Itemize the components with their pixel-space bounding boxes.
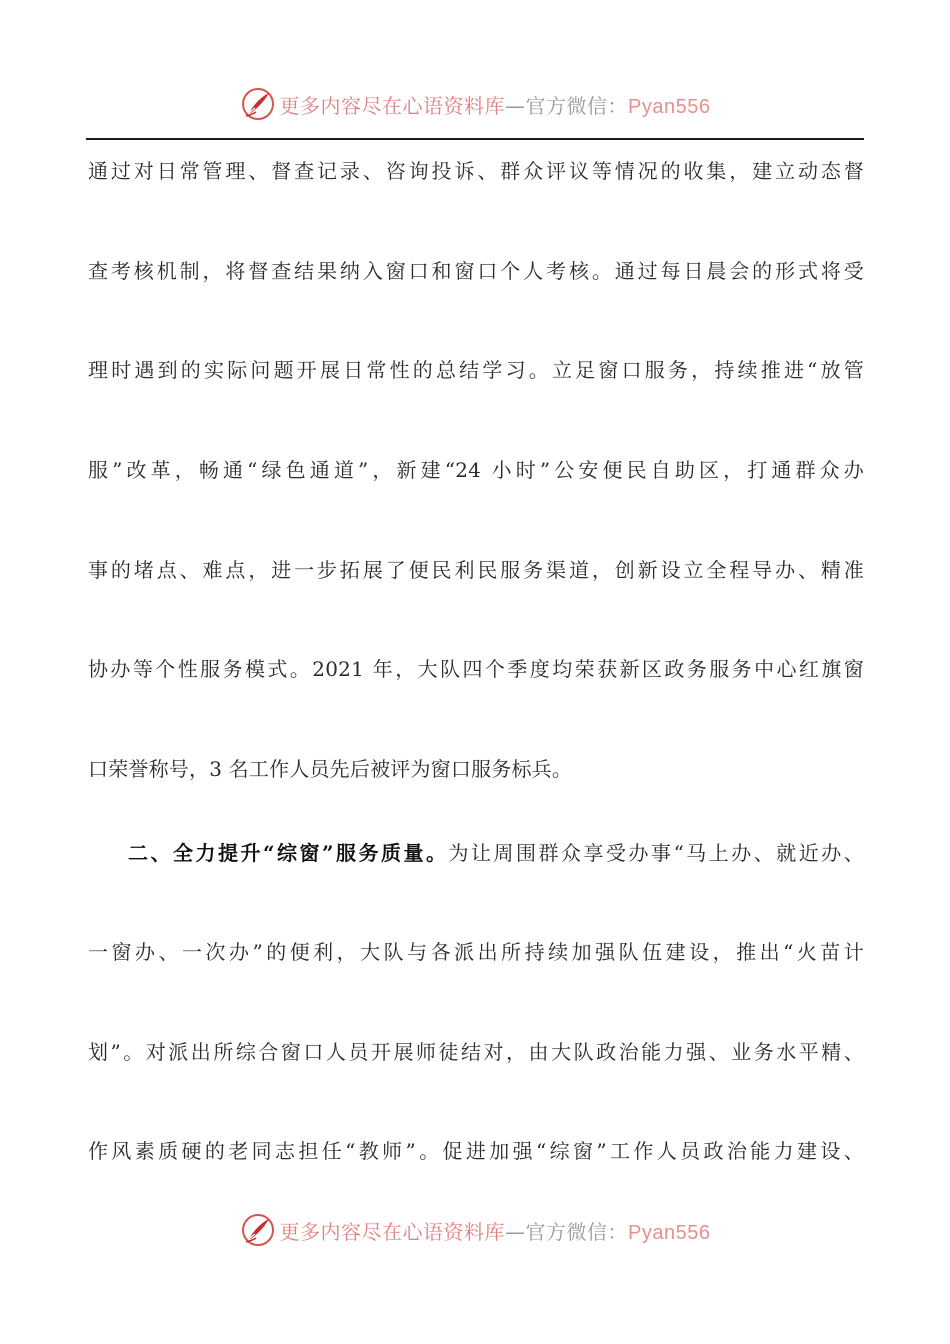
paragraph-line: 一窗办、一次办”的便利，大队与各派出所持续加强队伍建设，推出“火苗计 [88,940,864,964]
paragraph-line: 服”改革，畅通“绿色通道”，新建“24 小时”公安便民自助区，打通群众办 [88,458,864,482]
banner-wechat-label: 官方微信： [525,93,629,118]
quill-pen-logo-icon [240,86,276,122]
section-2-heading: 二、全力提升“综窗”服务质量。 [128,841,449,865]
quill-pen-logo-icon [240,1212,276,1248]
banner-site-name: 更多内容尽在心语资料库 [279,1219,506,1244]
paragraph-line: 口荣誉称号，3 名工作人员先后被评为窗口服务标兵。 [88,757,573,781]
banner-wechat-id: Pyan556 [628,1221,711,1244]
paragraph-line: 协办等个性服务模式。2021 年，大队四个季度均荣获新区政务服务中心红旗窗 [88,657,864,681]
banner-wechat-label: 官方微信： [525,1219,629,1244]
section-2-first-line [128,838,864,868]
banner-separator: — [505,1219,526,1244]
paragraph-line: 通过对日常管理、督查记录、咨询投诉、群众评议等情况的收集，建立动态督 [88,159,864,183]
paragraph-line: 查考核机制，将督查结果纳入窗口和窗口个人考核。通过每日晨会的形式将受 [88,259,864,283]
footer-banner [0,1208,950,1252]
header-banner [0,82,950,126]
banner-site-name: 更多内容尽在心语资料库 [279,93,506,118]
header-divider [86,138,864,140]
paragraph-line: 事的堵点、难点，进一步拓展了便民利民服务渠道，创新设立全程导办、精准 [88,558,864,582]
paragraph-line: 作风素质硬的老同志担任“教师”。促进加强“综窗”工作人员政治能力建设、 [88,1139,864,1163]
section-2-first-line-text: 为让周围群众享受办事“马上办、就近办、 [448,841,865,865]
paragraph-line: 划”。对派出所综合窗口人员开展师徒结对，由大队政治能力强、业务水平精、 [88,1040,864,1064]
paragraph-line: 理时遇到的实际问题开展日常性的总结学习。立足窗口服务，持续推进“放管 [88,358,864,382]
banner-separator: — [505,93,526,118]
banner-wechat-id: Pyan556 [628,95,711,118]
